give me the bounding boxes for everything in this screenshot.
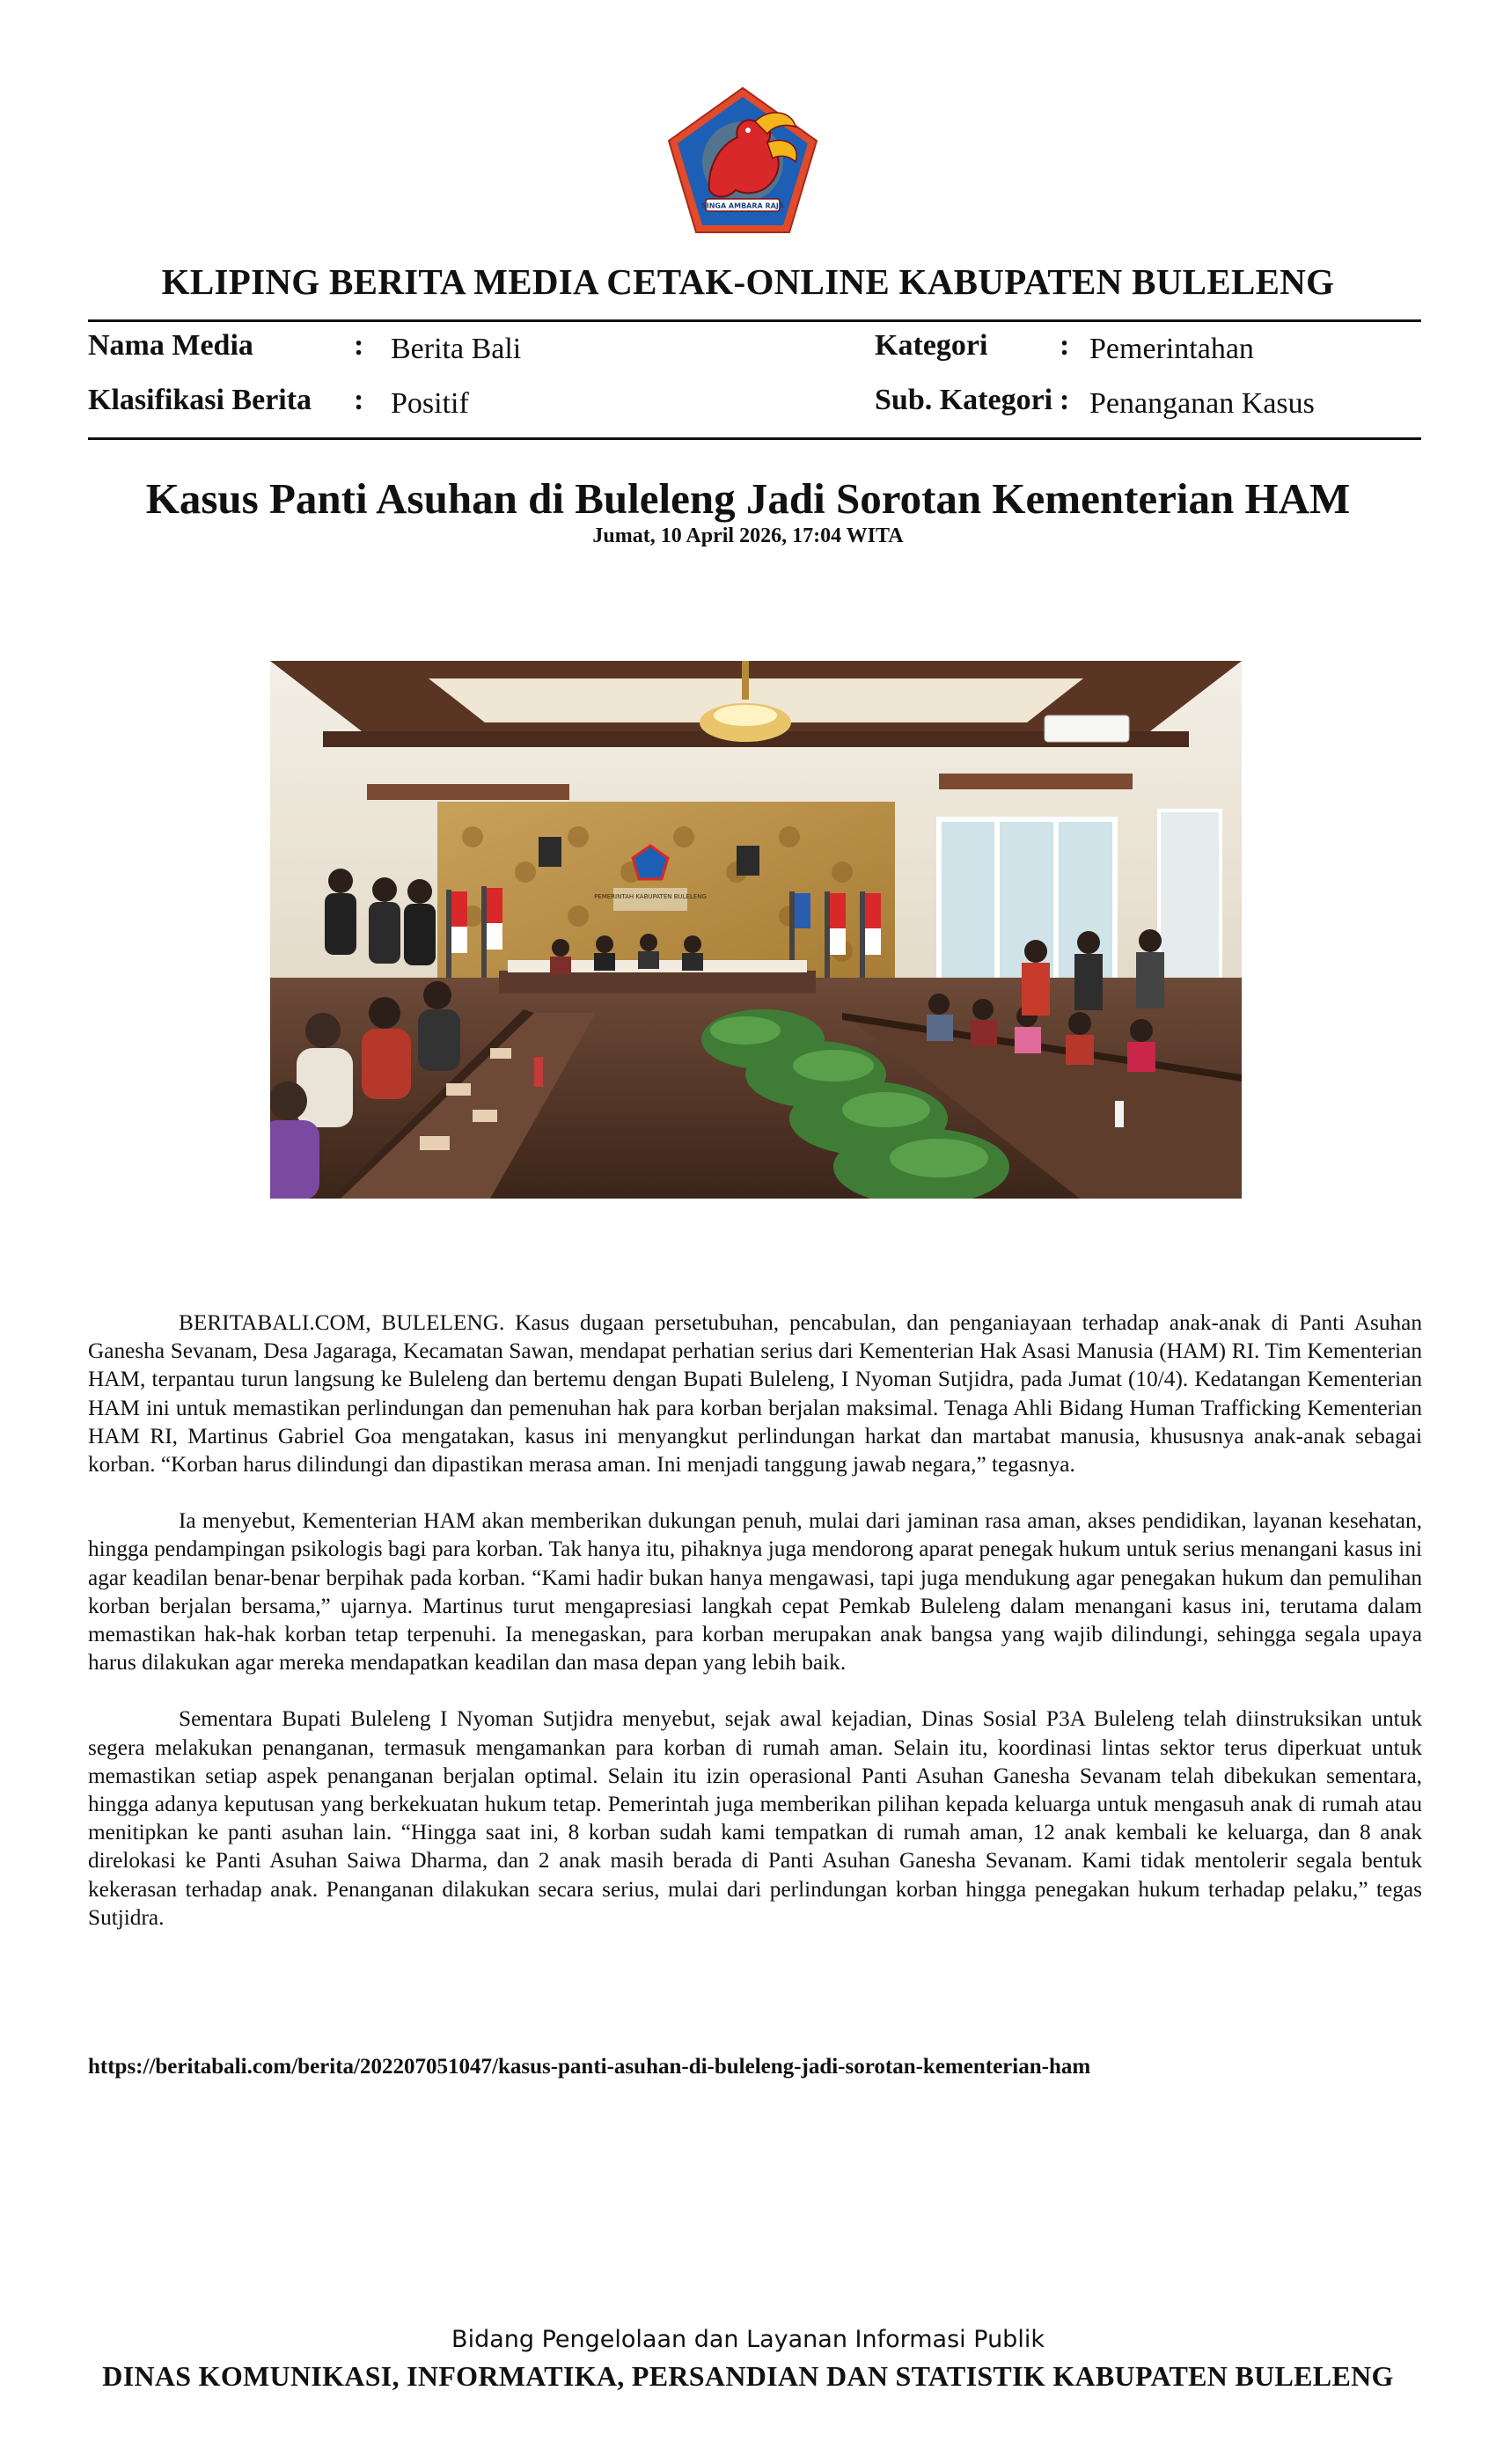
buleleng-regency-logo bbox=[664, 84, 822, 238]
media-value: Berita Bali bbox=[391, 333, 522, 365]
footer-agency: DINAS KOMUNIKASI, INFORMATIKA, PERSANDIAN DAN STATISTIK KABUPATEN BULELENG bbox=[102, 2360, 1394, 2392]
article-date: Jumat, 10 April 2026, 17:04 WITA bbox=[592, 524, 904, 547]
source-url-link[interactable]: https://beritabali.com/berita/202207051047/kasus-panti-asuhan-di-buleleng-jadi-sorotan-kementerian-ham bbox=[88, 2055, 1091, 2079]
klasifikasi-value: Positif bbox=[391, 387, 469, 420]
subkategori-value: Penanganan Kasus bbox=[1089, 387, 1315, 420]
subkategori-separator: : bbox=[1060, 384, 1070, 416]
article-paragraph-3: Sementara Bupati Buleleng I Nyoman Sutjidra menyebut, sejak awal kejadian, Dinas Sosial P3A Buleleng telah diinstruksikan untuk segera melakukan penanganan, termasuk mengamankan para korban di rumah aman. Selain itu, koordinasi lintas sektor terus diperkuat untuk memastikan setiap aspek penanganan berjalan optimal. Selain itu izin operasional Panti Asuhan Ganesha Sevanam telah dibekukan sementara, hingga adanya keputusan yang berkekuatan hukum tetap. Pemerintah juga memberikan pilihan kepada keluarga untuk mengasuh anak di rumah atau menitipkan ke panti asuhan lain. “Hingga saat ini, 8 korban sudah kami tempatkan di rumah aman, 12 anak kembali ke keluarga, dan 8 anak direlokasi ke Panti Asuhan Saiwa Dharma, dan 2 anak masih berada di Panti Asuhan Ganesha Sevanam. Kami tidak mentolerir segala bentuk kekerasan terhadap anak. Penanganan dilakukan secara serius, mulai dari perlindungan korban hingga penegakan hukum terhadap pelaku,” tegas Sutjidra. bbox=[88, 1706, 1422, 1930]
kategori-value: Pemerintahan bbox=[1089, 333, 1254, 365]
klasifikasi-separator: : bbox=[354, 384, 364, 416]
footer-division: Bidang Pengelolaan dan Layanan Informasi Publik bbox=[451, 2326, 1045, 2353]
kategori-separator: : bbox=[1060, 329, 1070, 362]
article-headline: Kasus Panti Asuhan di Buleleng Jadi Sorotan Kementerian HAM bbox=[145, 474, 1351, 523]
kategori-label: Kategori bbox=[875, 329, 988, 362]
article-paragraph-2: Ia menyebut, Kementerian HAM akan memberikan dukungan penuh, mulai dari jaminan rasa aman, akses pendidikan, layanan kesehatan, hingga pendampingan psikologis bagi para korban. Tak hanya itu, pihaknya juga mendorong aparat penegak hukum untuk serius menangani kasus ini agar keadilan benar-benar berpihak pada korban. “Kami hadir bukan hanya mengawasi, tapi juga mendukung agar penegakan hukum dan pemulihan korban berjalan bersama,” ujarnya. Martinus turut mengapresiasi langkah cepat Pemkab Buleleng dalam menangani kasus ini, terutama dalam memastikan hak-hak korban tetap terpenuhi. Ia menegaskan, para korban merupakan anak bangsa yang wajib dilindungi, sehingga segala upaya harus dilakukan agar mereka mendapatkan keadilan dan masa depan yang lebih baik. bbox=[88, 1508, 1422, 1676]
clipping-title: KLIPING BERITA MEDIA CETAK-ONLINE KABUPATEN BULELENG bbox=[161, 261, 1335, 302]
media-label: Nama Media bbox=[88, 329, 253, 362]
media-separator: : bbox=[354, 329, 364, 362]
photo-sign: PEMERINTAH KABUPATEN BULELENG bbox=[594, 893, 707, 900]
logo-motto: SINGA AMBARA RAJA bbox=[700, 202, 785, 210]
header-rule-top bbox=[88, 319, 1421, 322]
article-body bbox=[88, 1309, 1422, 1960]
subkategori-label: Sub. Kategori bbox=[875, 384, 1053, 416]
article-paragraph-1: BERITABALI.COM, BULELENG. Kasus dugaan persetubuhan, pencabulan, dan penganiayaan terhadap anak-anak di Panti Asuhan Ganesha Sevanam, Desa Jagaraga, Kecamatan Sawan, mendapat perhatian serius dari Kementerian Hak Asasi Manusia (HAM) RI. Tim Kementerian HAM, terpantau turun langsung ke Buleleng dan bertemu dengan Bupati Buleleng, I Nyoman Sutjidra, pada Jumat (10/4). Kedatangan Kementerian HAM ini untuk memastikan perlindungan dan pemenuhan hak para korban berjalan maksimal. Tenaga Ahli Bidang Human Trafficking Kementerian HAM RI, Martinus Gabriel Goa mengatakan, kasus ini menyangkut perlindungan harkat dan martabat manusia, khususnya anak-anak sebagai korban. “Korban harus dilindungi dan dipastikan merasa aman. Ini menjadi tanggung jawab negara,” tegasnya. bbox=[88, 1310, 1422, 1478]
article-photo bbox=[270, 661, 1242, 1199]
klasifikasi-label: Klasifikasi Berita bbox=[88, 384, 312, 416]
header-rule-bottom bbox=[88, 437, 1421, 440]
